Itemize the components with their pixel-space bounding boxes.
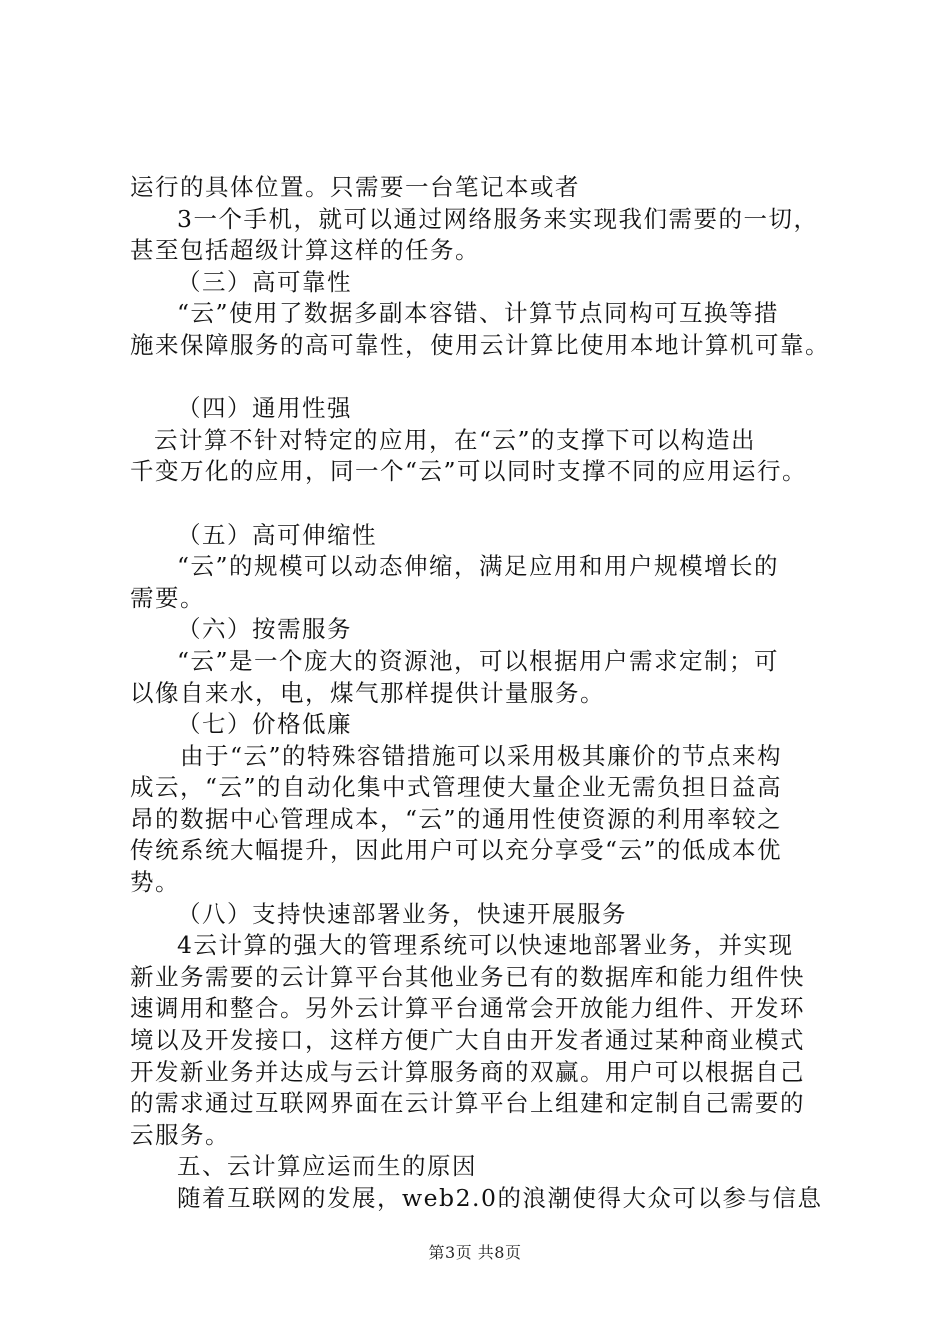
paragraph-gap [130, 362, 835, 394]
text-line: 由于“云”的特殊容错措施可以采用极其廉价的节点来构 [180, 741, 783, 770]
text-line: 传统系统大幅提升，因此用户可以充分享受“云”的低成本优 [130, 836, 783, 865]
text-line: 需要。 [130, 583, 205, 612]
page-number-footer: 第3页 共8页 [428, 1243, 522, 1262]
text-line: 新业务需要的云计算平台其他业务已有的数据库和能力组件快 [130, 962, 805, 991]
text-line: 云计算不针对特定的应用，在“云”的支撑下可以构造出 [154, 425, 757, 454]
text-line: 随着互联网的发展，web2.0的浪潮使得大众可以参与信息 [177, 1184, 823, 1212]
text-line: “云”是一个庞大的资源池，可以根据用户需求定制；可 [177, 646, 780, 675]
text-line: 3一个手机，就可以通过网络服务来实现我们需要的一切， [177, 204, 819, 233]
text-line: 的需求通过互联网界面在云计算平台上组建和定制自己需要的 [130, 1089, 805, 1118]
text-line: 千变万化的应用，同一个“云”可以同时支撑不同的应用运行。 [130, 457, 808, 486]
text-line: “云”的规模可以动态伸缩，满足应用和用户规模增长的 [177, 552, 780, 581]
section-heading: （七）价格低廉 [177, 710, 352, 739]
section-heading: （五）高可伸缩性 [177, 520, 377, 549]
text-line: 昂的数据中心管理成本，“云”的通用性使资源的利用率较之 [130, 804, 783, 833]
section-heading: （三）高可靠性 [177, 267, 352, 296]
text-line: 境以及开发接口，这样方便广大自由开发者通过某种商业模式 [130, 1026, 805, 1055]
text-line: 开发新业务并达成与云计算服务商的双赢。用户可以根据自己 [130, 1057, 805, 1086]
text-line: 运行的具体位置。只需要一台笔记本或者 [130, 173, 580, 201]
text-line: 以像自来水，电，煤气那样提供计量服务。 [130, 678, 605, 707]
text-line: 成云，“云”的自动化集中式管理使大量企业无需负担日益高 [130, 773, 783, 802]
section-heading: （四）通用性强 [177, 394, 352, 423]
section-heading: （六）按需服务 [177, 615, 352, 644]
paragraph-gap [130, 488, 835, 520]
text-line: 速调用和整合。另外云计算平台通常会开放能力组件、开发环 [130, 994, 805, 1023]
text-line: 4云计算的强大的管理系统可以快速地部署业务，并实现 [177, 931, 794, 960]
text-line: “云”使用了数据多副本容错、计算节点同构可互换等措 [177, 299, 780, 328]
text-line: 云服务。 [130, 1120, 230, 1149]
document-body [130, 172, 835, 1215]
text-line: 势。 [130, 868, 180, 897]
text-line: 施来保障服务的高可靠性，使用云计算比使用本地计算机可靠。 [130, 330, 830, 359]
text-line: 甚至包括超级计算这样的任务。 [130, 236, 480, 265]
section-heading: 五、云计算应运而生的原因 [177, 1152, 477, 1181]
section-heading: （八）支持快速部署业务，快速开展服务 [177, 899, 627, 928]
